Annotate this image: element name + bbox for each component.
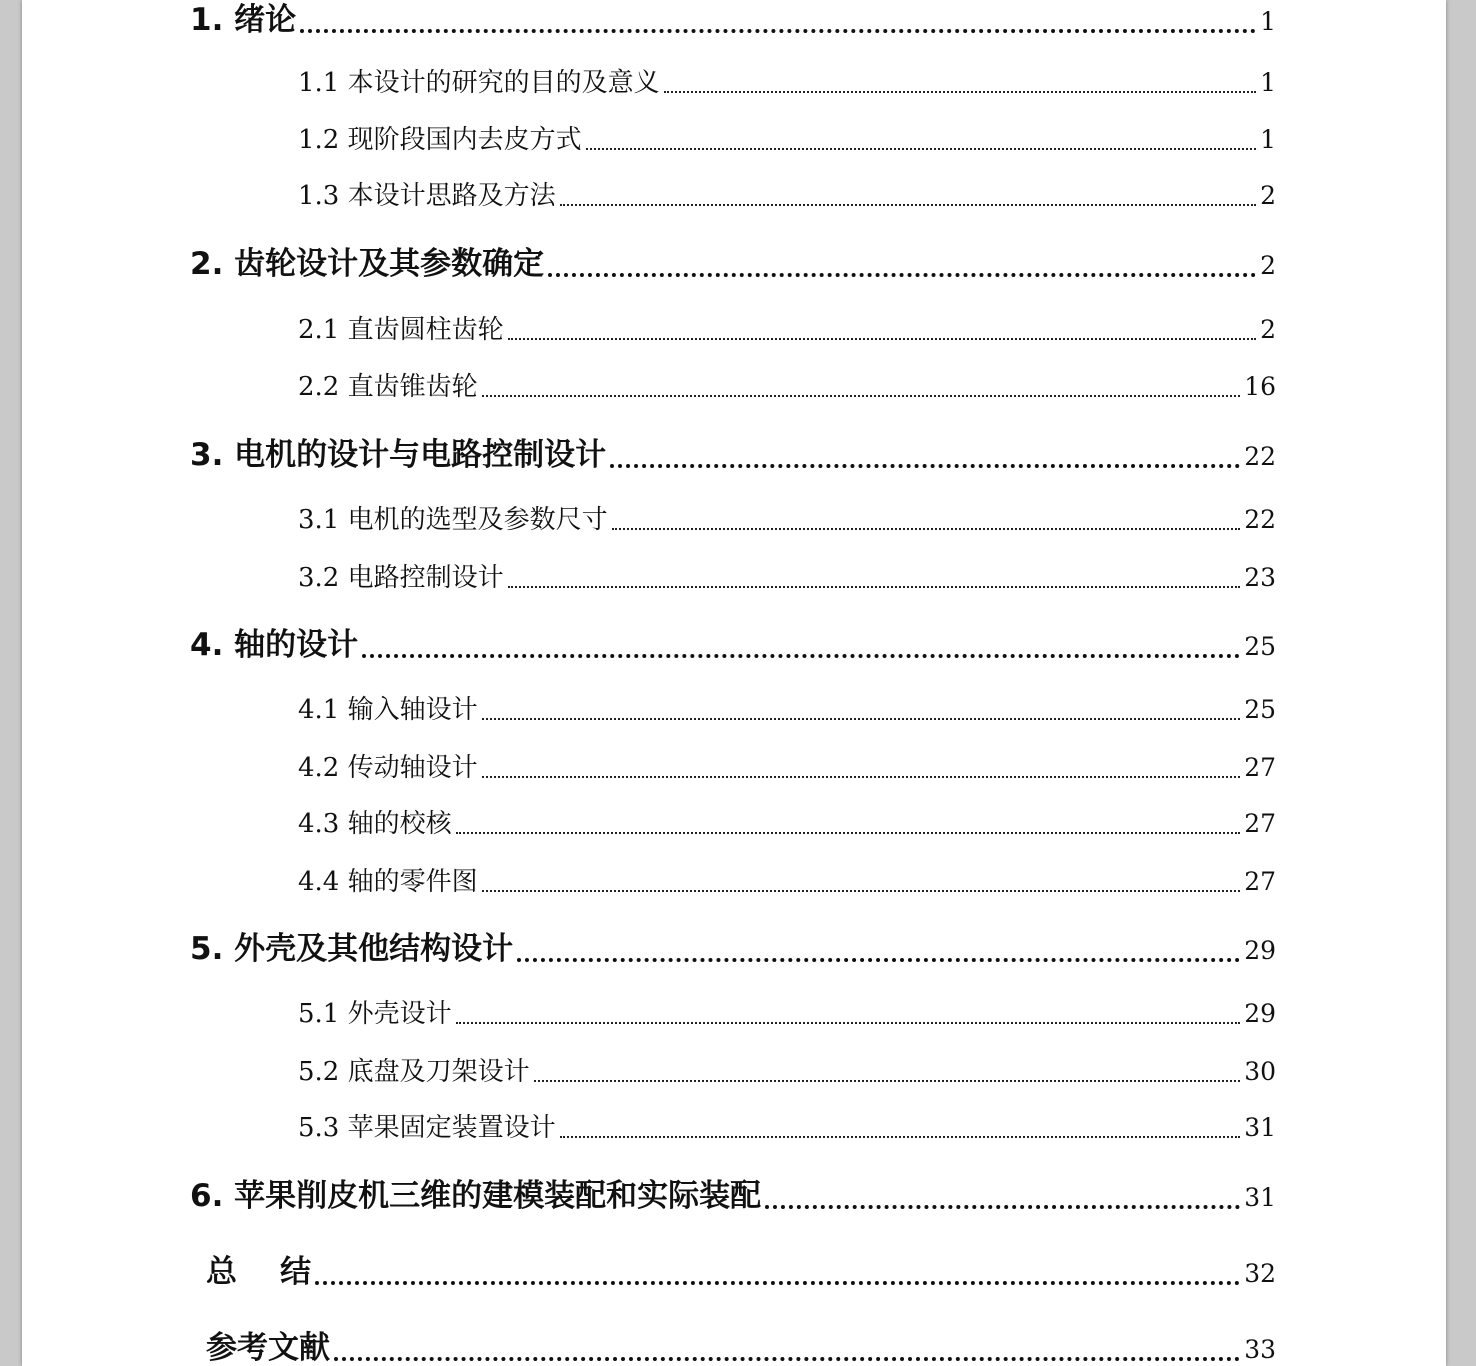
toc-leader-dots bbox=[362, 654, 1240, 658]
toc-title: 5. 外壳及其他结构设计 bbox=[190, 931, 514, 967]
toc-page-number: 30 bbox=[1244, 1057, 1276, 1086]
toc-page-number: 31 bbox=[1244, 1113, 1276, 1142]
toc-leader-dots bbox=[482, 890, 1241, 892]
toc-page-number: 29 bbox=[1244, 936, 1276, 965]
toc-entry-summary[interactable] bbox=[206, 1246, 1276, 1291]
toc-leader-dots bbox=[610, 464, 1240, 468]
toc-page-number: 1 bbox=[1260, 125, 1276, 154]
toc-title: 1.2 现阶段国内去皮方式 bbox=[298, 125, 582, 155]
toc-title: 4.2 传动轴设计 bbox=[298, 753, 478, 783]
toc-leader-dots bbox=[612, 528, 1241, 530]
toc-page-number: 27 bbox=[1244, 753, 1276, 782]
toc-leader-dots bbox=[482, 718, 1241, 720]
toc-entry-4[interactable] bbox=[190, 619, 1276, 664]
toc-page-number: 1 bbox=[1260, 7, 1276, 36]
toc-entry-5-2[interactable] bbox=[298, 1051, 1276, 1088]
toc-leader-dots bbox=[664, 91, 1256, 93]
toc-leader-dots bbox=[765, 1205, 1240, 1209]
toc-leader-dots bbox=[517, 958, 1240, 962]
toc-title: 参考文献 bbox=[206, 1330, 330, 1366]
toc-page-number: 23 bbox=[1244, 563, 1276, 592]
toc-leader-dots bbox=[586, 148, 1256, 150]
toc-leader-dots bbox=[456, 832, 1241, 834]
toc-page-number: 33 bbox=[1244, 1335, 1276, 1364]
toc-leader-dots bbox=[334, 1357, 1240, 1361]
toc-page-number: 2 bbox=[1260, 181, 1276, 210]
toc-page-number: 22 bbox=[1244, 505, 1276, 534]
toc-entry-5[interactable] bbox=[190, 923, 1276, 968]
toc-page-number: 2 bbox=[1260, 251, 1276, 280]
toc-page-number: 16 bbox=[1244, 372, 1276, 401]
document-page bbox=[22, 0, 1446, 1366]
toc-leader-dots bbox=[548, 273, 1256, 277]
toc-title: 3. 电机的设计与电路控制设计 bbox=[190, 437, 607, 473]
toc-title: 2.2 直齿锥齿轮 bbox=[298, 372, 478, 402]
toc-title: 3.1 电机的选型及参数尺寸 bbox=[298, 505, 608, 535]
toc-page-number: 25 bbox=[1244, 695, 1276, 724]
toc-leader-dots bbox=[482, 776, 1241, 778]
toc-entry-1-1[interactable] bbox=[298, 62, 1276, 99]
toc-title: 5.3 苹果固定装置设计 bbox=[298, 1113, 556, 1143]
toc-title: 2.1 直齿圆柱齿轮 bbox=[298, 315, 504, 345]
toc-leader-dots bbox=[508, 338, 1256, 340]
toc-title: 4.1 输入轴设计 bbox=[298, 695, 478, 725]
toc-entry-2-2[interactable] bbox=[298, 366, 1276, 403]
toc-page-number: 29 bbox=[1244, 999, 1276, 1028]
toc-title: 5.2 底盘及刀架设计 bbox=[298, 1057, 530, 1087]
toc-page-number: 22 bbox=[1244, 442, 1276, 471]
toc-title: 4.4 轴的零件图 bbox=[298, 867, 478, 897]
toc-entry-2[interactable] bbox=[190, 238, 1276, 283]
toc-leader-dots bbox=[482, 395, 1241, 397]
toc-entry-3-1[interactable] bbox=[298, 499, 1276, 536]
toc-page-number: 32 bbox=[1244, 1259, 1276, 1288]
toc-entry-3-2[interactable] bbox=[298, 557, 1276, 594]
toc-leader-dots bbox=[508, 586, 1241, 588]
toc-leader-dots bbox=[560, 204, 1256, 206]
toc-entry-references[interactable] bbox=[206, 1322, 1276, 1366]
toc-entry-3[interactable] bbox=[190, 429, 1276, 474]
toc-title: 5.1 外壳设计 bbox=[298, 999, 452, 1029]
toc-entry-4-2[interactable] bbox=[298, 747, 1276, 784]
toc-entry-4-3[interactable] bbox=[298, 803, 1276, 840]
toc-title: 1. 绪论 bbox=[190, 2, 297, 38]
toc-page-number: 2 bbox=[1260, 315, 1276, 344]
toc-entry-1[interactable] bbox=[190, 0, 1276, 39]
toc-entry-1-3[interactable] bbox=[298, 175, 1276, 212]
toc-page-number: 31 bbox=[1244, 1183, 1276, 1212]
toc-leader-dots bbox=[534, 1080, 1241, 1082]
toc-leader-dots bbox=[560, 1136, 1241, 1138]
toc-leader-dots bbox=[315, 1281, 1240, 1285]
toc-leader-dots bbox=[456, 1022, 1241, 1024]
toc-entry-2-1[interactable] bbox=[298, 309, 1276, 346]
toc-title: 4.3 轴的校核 bbox=[298, 809, 452, 839]
toc-entry-5-3[interactable] bbox=[298, 1107, 1276, 1144]
toc-title: 4. 轴的设计 bbox=[190, 627, 359, 663]
toc-page-number: 27 bbox=[1244, 867, 1276, 896]
toc-title: 1.3 本设计思路及方法 bbox=[298, 181, 556, 211]
toc-title: 3.2 电路控制设计 bbox=[298, 563, 504, 593]
toc-title: 1.1 本设计的研究的目的及意义 bbox=[298, 68, 660, 98]
toc-entry-5-1[interactable] bbox=[298, 993, 1276, 1030]
toc-title: 6. 苹果削皮机三维的建模装配和实际装配 bbox=[190, 1178, 762, 1214]
toc-leader-dots bbox=[300, 29, 1256, 33]
toc-entry-1-2[interactable] bbox=[298, 119, 1276, 156]
toc-entry-4-1[interactable] bbox=[298, 689, 1276, 726]
toc-title: 2. 齿轮设计及其参数确定 bbox=[190, 246, 545, 282]
toc-page-number: 27 bbox=[1244, 809, 1276, 838]
toc-page-number: 1 bbox=[1260, 68, 1276, 97]
toc-entry-4-4[interactable] bbox=[298, 861, 1276, 898]
toc-entry-6[interactable] bbox=[190, 1170, 1276, 1215]
toc-title: 总 结 bbox=[206, 1254, 312, 1290]
toc-page-number: 25 bbox=[1244, 632, 1276, 661]
